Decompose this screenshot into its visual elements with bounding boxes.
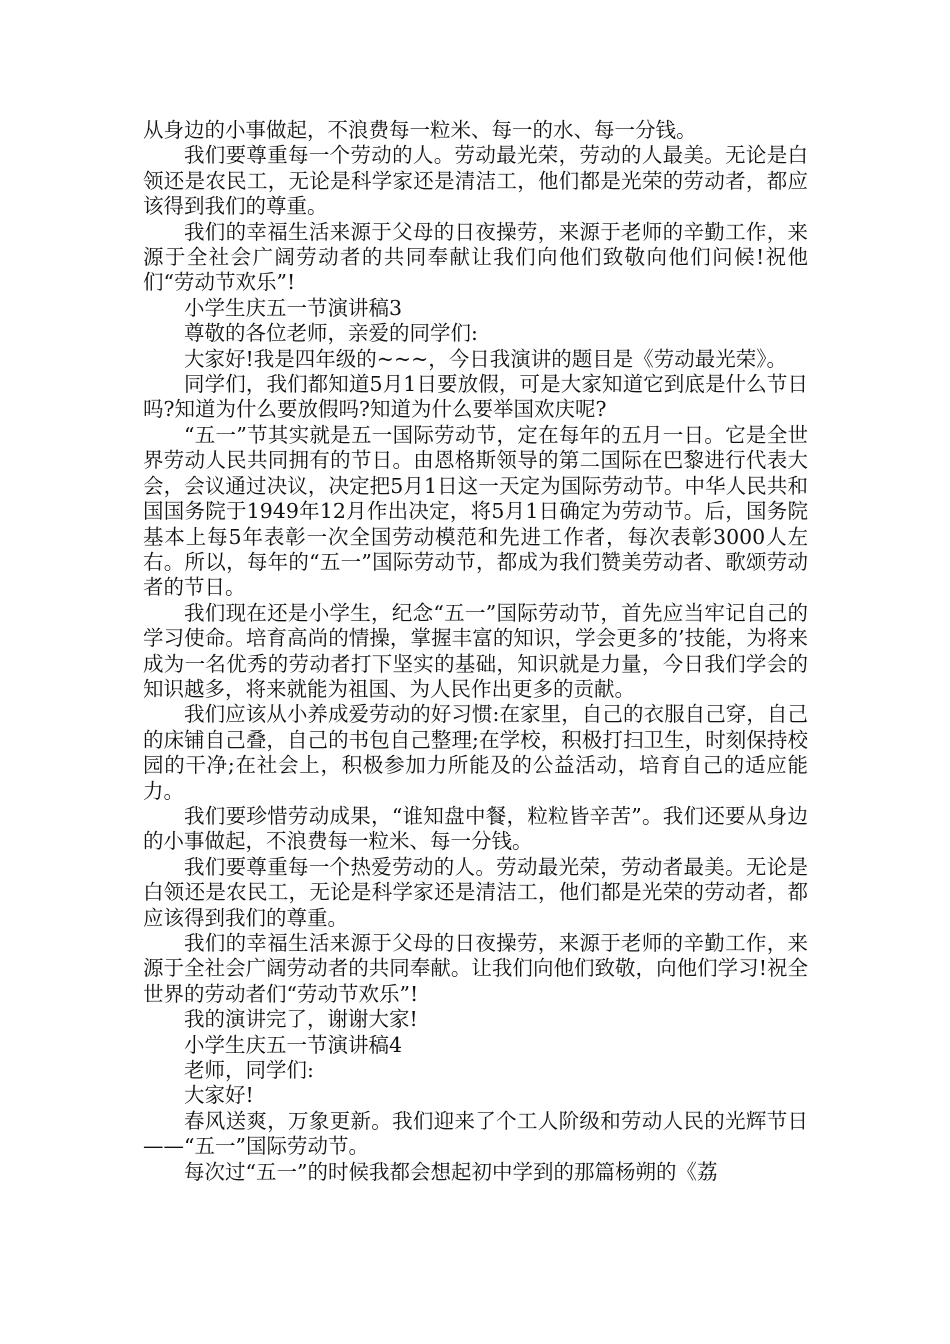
paragraph: 我的演讲完了，谢谢大家! bbox=[184, 1007, 418, 1032]
paragraph: 我们要珍惜劳动成果，“谁知盘中餐，粒粒皆辛苦”。我们还要从身边的小事做起，不浪费每一粒米、每一分钱。 bbox=[143, 803, 808, 854]
paragraph: 同学们，我们都知道5月1日要放假，可是大家知道它到底是什么节日吗?知道为什么要放假吗?知道为什么要举国欢庆呢? bbox=[143, 372, 808, 422]
paragraph: 我们要尊重每一个热爱劳动的人。劳动最光荣，劳动者最美。无论是白领还是农民工，无论是科学家还是清洁工，他们都是光荣的劳动者，都应该得到我们的尊重。 bbox=[143, 854, 808, 930]
section-heading: 小学生庆五一节演讲稿4 bbox=[184, 1032, 403, 1057]
paragraph: “五一”节其实就是五一国际劳动节，定在每年的五月一日。它是全世界劳动人民共同拥有的节日。由恩格斯领导的第二国际在巴黎进行代表大会，会议通过决议，决定把5月1日这一天定为国际劳动节。中华人民共和国国务院于1949年12月作出决定，将5月1日确定为劳动节。后，国务院基本上每5年表彰一次全国劳动模范和先进工作者，每次表彰3000人左右。所以，每年的“五一”国际劳动节，都成为我们赞美劳动者、歌颂劳动者的节日。 bbox=[143, 422, 808, 600]
paragraph: 春风送爽，万象更新。我们迎来了个工人阶级和劳动人民的光辉节日——“五一”国际劳动节。 bbox=[143, 1108, 808, 1159]
paragraph: 我们应该从小养成爱劳动的好习惯:在家里，自己的衣服自己穿，自己的床铺自己叠，自己的书包自己整理;在学校，积极打扫卫生，时刻保持校园的干净;在社会上，积极参加力所能及的公益活动，培育自己的适应能力。 bbox=[143, 702, 808, 803]
salutation: 老师，同学们: bbox=[184, 1058, 314, 1083]
paragraph: 从身边的小事做起，不浪费每一粒米、每一的水、每一分钱。 bbox=[143, 118, 697, 142]
greeting: 大家好! bbox=[184, 1083, 254, 1108]
document-page bbox=[143, 118, 808, 1185]
paragraph: 大家好!我是四年级的~~~，今日我演讲的题目是《劳动最光荣》。 bbox=[184, 346, 788, 371]
paragraph: 每次过“五一”的时候我都会想起初中学到的那篇杨朔的《荔 bbox=[184, 1159, 718, 1184]
salutation: 尊敬的各位老师，亲爱的同学们: bbox=[184, 321, 478, 346]
paragraph: 我们的幸福生活来源于父母的日夜操劳，来源于老师的辛勤工作，来源于全社会广阔劳动者的共同奉献。让我们向他们致敬，向他们学习!祝全世界的劳动者们“劳动节欢乐”! bbox=[143, 931, 808, 1006]
paragraph: 我们现在还是小学生，纪念“五一”国际劳动节，首先应当牢记自己的学习使命。培育高尚的情操，掌握丰富的知识，学会更多的’技能，为将来成为一名优秀的劳动者打下坚实的基础，知识就是力量，今日我们学会的知识越多，将来就能为祖国、为人民作出更多的贡献。 bbox=[143, 600, 808, 701]
paragraph: 我们的幸福生活来源于父母的日夜操劳，来源于老师的辛勤工作，来源于全社会广阔劳动者的共同奉献让我们向他们致敬向他们问候!祝他们“劳动节欢乐”! bbox=[143, 219, 808, 295]
paragraph: 我们要尊重每一个劳动的人。劳动最光荣，劳动的人最美。无论是白领还是农民工，无论是科学家还是清洁工，他们都是光荣的劳动者，都应该得到我们的尊重。 bbox=[143, 143, 808, 219]
section-heading: 小学生庆五一节演讲稿3 bbox=[184, 295, 403, 320]
